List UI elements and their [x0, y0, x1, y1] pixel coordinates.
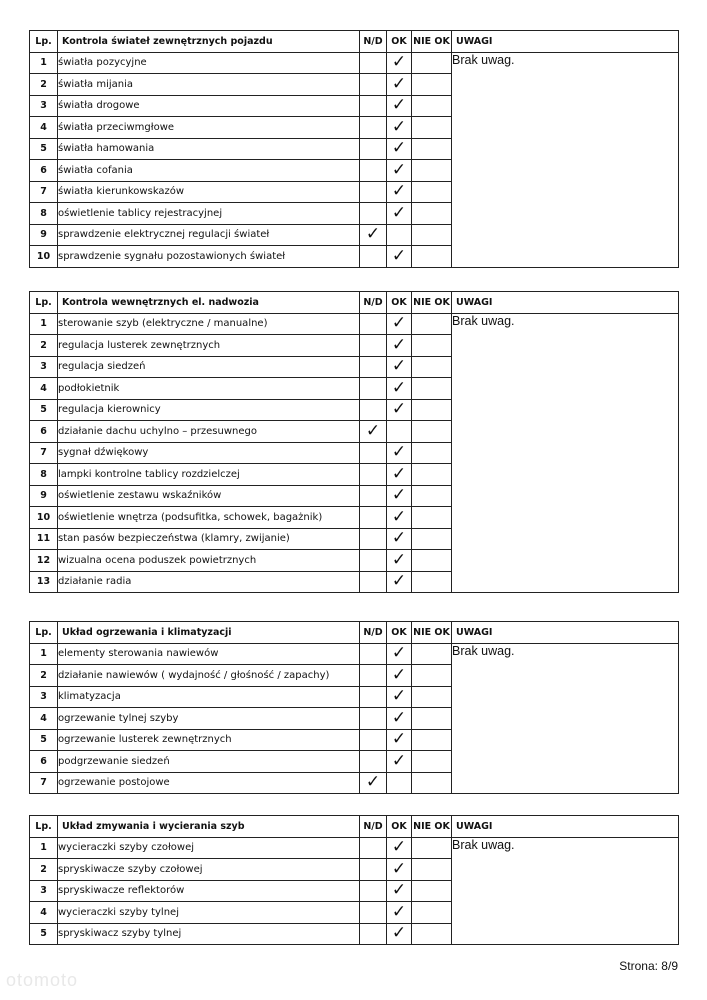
cell-ok [387, 138, 412, 160]
checkmark-icon: ✓ [391, 528, 407, 549]
row-number: 1 [30, 837, 58, 859]
cell-nie-ok [412, 399, 452, 421]
item-label: spryskiwacz szyby tylnej [58, 923, 360, 945]
row-number: 8 [30, 464, 58, 486]
checklist-table [29, 815, 679, 945]
cell-ok [387, 117, 412, 139]
checkmark-icon: ✓ [391, 442, 407, 463]
cell-nd [360, 923, 387, 945]
table-header-row [30, 292, 679, 314]
header-ok: OK [387, 31, 412, 53]
row-number: 5 [30, 138, 58, 160]
cell-nd [360, 313, 387, 335]
cell-ok [387, 181, 412, 203]
checkmark-icon: ✓ [391, 506, 407, 527]
header-nd: N/D [360, 31, 387, 53]
row-number: 5 [30, 399, 58, 421]
cell-nie-ok [412, 224, 452, 246]
row-number: 12 [30, 550, 58, 572]
row-number: 7 [30, 772, 58, 794]
cell-nd [360, 117, 387, 139]
item-label: światła hamowania [58, 138, 360, 160]
cell-nie-ok [412, 571, 452, 593]
table-header-row [30, 622, 679, 644]
cell-nd [360, 708, 387, 730]
header-ok: OK [387, 622, 412, 644]
row-number: 4 [30, 708, 58, 730]
checkmark-icon: ✓ [391, 313, 407, 334]
row-number: 4 [30, 117, 58, 139]
item-label: światła pozycyjne [58, 52, 360, 74]
cell-ok [387, 52, 412, 74]
checkmark-icon: ✓ [365, 224, 381, 245]
header-lp: Lp. [30, 292, 58, 314]
row-number: 3 [30, 686, 58, 708]
item-label: wizualna ocena poduszek powietrznych [58, 550, 360, 572]
cell-nd [360, 246, 387, 268]
cell-nd [360, 859, 387, 881]
cell-nd [360, 464, 387, 486]
cell-ok [387, 74, 412, 96]
cell-nie-ok [412, 52, 452, 74]
cell-nie-ok [412, 859, 452, 881]
cell-ok [387, 421, 412, 443]
row-number: 1 [30, 313, 58, 335]
cell-nd [360, 571, 387, 593]
cell-nd [360, 378, 387, 400]
cell-nie-ok [412, 464, 452, 486]
checkmark-icon: ✓ [391, 707, 407, 728]
checkmark-icon: ✓ [391, 377, 407, 398]
checkmark-icon: ✓ [391, 181, 407, 202]
cell-nd [360, 52, 387, 74]
cell-nie-ok [412, 772, 452, 794]
checklist-table [29, 291, 679, 593]
item-label: spryskiwacze szyby czołowej [58, 859, 360, 881]
checkmark-icon: ✓ [391, 901, 407, 922]
row-number: 3 [30, 880, 58, 902]
cell-ok [387, 356, 412, 378]
cell-nd [360, 528, 387, 550]
row-number: 4 [30, 902, 58, 924]
cell-nie-ok [412, 507, 452, 529]
cell-ok [387, 246, 412, 268]
item-label: elementy sterowania nawiewów [58, 643, 360, 665]
checkmark-icon: ✓ [391, 356, 407, 377]
header-nd: N/D [360, 622, 387, 644]
cell-ok [387, 902, 412, 924]
cell-nie-ok [412, 837, 452, 859]
checkmark-icon: ✓ [391, 858, 407, 879]
cell-nd [360, 181, 387, 203]
item-label: światła mijania [58, 74, 360, 96]
cell-nd [360, 686, 387, 708]
cell-nd [360, 643, 387, 665]
cell-nie-ok [412, 686, 452, 708]
watermark-logo: otomoto [6, 970, 79, 990]
cell-nd [360, 442, 387, 464]
row-number: 3 [30, 356, 58, 378]
cell-nd [360, 203, 387, 225]
checkmark-icon: ✓ [391, 750, 407, 771]
cell-ok [387, 550, 412, 572]
cell-ok [387, 507, 412, 529]
row-number: 6 [30, 751, 58, 773]
checkmark-icon: ✓ [391, 95, 407, 116]
checkmark-icon: ✓ [391, 159, 407, 180]
item-label: stan pasów bezpieczeństwa (klamry, zwijanie) [58, 528, 360, 550]
item-label: klimatyzacja [58, 686, 360, 708]
cell-ok [387, 643, 412, 665]
item-label: sprawdzenie elektrycznej regulacji świateł [58, 224, 360, 246]
row-number: 1 [30, 643, 58, 665]
checkmark-icon: ✓ [391, 334, 407, 355]
row-number: 13 [30, 571, 58, 593]
checkmark-icon: ✓ [391, 485, 407, 506]
cell-nie-ok [412, 708, 452, 730]
cell-nd [360, 160, 387, 182]
cell-nie-ok [412, 160, 452, 182]
cell-nd [360, 399, 387, 421]
cell-nie-ok [412, 902, 452, 924]
cell-nie-ok [412, 95, 452, 117]
header-ok: OK [387, 816, 412, 838]
table-row [30, 643, 679, 665]
remarks-cell: Brak uwag. [452, 52, 679, 267]
row-number: 4 [30, 378, 58, 400]
checkmark-icon: ✓ [391, 245, 407, 266]
cell-ok [387, 729, 412, 751]
checkmark-icon: ✓ [391, 138, 407, 159]
cell-ok [387, 160, 412, 182]
cell-ok [387, 528, 412, 550]
table-header-row [30, 31, 679, 53]
header-nie-ok: NIE OK [412, 31, 452, 53]
cell-nd [360, 421, 387, 443]
cell-ok [387, 378, 412, 400]
cell-nie-ok [412, 203, 452, 225]
row-number: 10 [30, 246, 58, 268]
cell-nie-ok [412, 729, 452, 751]
item-label: światła kierunkowskazów [58, 181, 360, 203]
item-label: sprawdzenie sygnału pozostawionych świateł [58, 246, 360, 268]
checkmark-icon: ✓ [391, 923, 407, 944]
checkmark-icon: ✓ [365, 420, 381, 441]
section-title: Układ ogrzewania i klimatyzacji [58, 622, 360, 644]
cell-ok [387, 399, 412, 421]
item-label: regulacja lusterek zewnętrznych [58, 335, 360, 357]
table-row [30, 837, 679, 859]
cell-nd [360, 95, 387, 117]
table-row [30, 313, 679, 335]
cell-ok [387, 313, 412, 335]
cell-nie-ok [412, 485, 452, 507]
cell-ok [387, 224, 412, 246]
checkmark-icon: ✓ [391, 664, 407, 685]
cell-ok [387, 95, 412, 117]
item-label: światła przeciwmgłowe [58, 117, 360, 139]
cell-ok [387, 859, 412, 881]
checkmark-icon: ✓ [391, 116, 407, 137]
cell-ok [387, 335, 412, 357]
remarks-cell: Brak uwag. [452, 837, 679, 945]
cell-nd [360, 902, 387, 924]
item-label: światła drogowe [58, 95, 360, 117]
row-number: 2 [30, 74, 58, 96]
item-label: sygnał dźwiękowy [58, 442, 360, 464]
header-lp: Lp. [30, 816, 58, 838]
cell-nd [360, 837, 387, 859]
cell-nie-ok [412, 117, 452, 139]
checkmark-icon: ✓ [391, 52, 407, 73]
cell-nie-ok [412, 880, 452, 902]
cell-nie-ok [412, 246, 452, 268]
checklist-table [29, 30, 679, 268]
checkmark-icon: ✓ [391, 399, 407, 420]
cell-nie-ok [412, 74, 452, 96]
cell-ok [387, 880, 412, 902]
header-uwagi: UWAGI [452, 816, 679, 838]
header-nie-ok: NIE OK [412, 816, 452, 838]
table-row [30, 52, 679, 74]
row-number: 2 [30, 335, 58, 357]
table-header-row [30, 816, 679, 838]
cell-nd [360, 729, 387, 751]
checkmark-icon: ✓ [391, 837, 407, 858]
item-label: ogrzewanie tylnej szyby [58, 708, 360, 730]
item-label: regulacja siedzeń [58, 356, 360, 378]
row-number: 8 [30, 203, 58, 225]
header-nie-ok: NIE OK [412, 622, 452, 644]
header-nd: N/D [360, 816, 387, 838]
item-label: spryskiwacze reflektorów [58, 880, 360, 902]
cell-nd [360, 74, 387, 96]
checkmark-icon: ✓ [365, 772, 381, 793]
cell-nie-ok [412, 643, 452, 665]
cell-nie-ok [412, 550, 452, 572]
item-label: działanie nawiewów ( wydajność / głośność / zapachy) [58, 665, 360, 687]
remarks-cell: Brak uwag. [452, 643, 679, 794]
item-label: podłokietnik [58, 378, 360, 400]
checkmark-icon: ✓ [391, 463, 407, 484]
header-uwagi: UWAGI [452, 622, 679, 644]
section-title: Układ zmywania i wycierania szyb [58, 816, 360, 838]
cell-nd [360, 485, 387, 507]
cell-ok [387, 708, 412, 730]
header-ok: OK [387, 292, 412, 314]
cell-ok [387, 751, 412, 773]
item-label: wycieraczki szyby czołowej [58, 837, 360, 859]
cell-nie-ok [412, 335, 452, 357]
row-number: 7 [30, 181, 58, 203]
cell-nd [360, 880, 387, 902]
row-number: 6 [30, 421, 58, 443]
header-nie-ok: NIE OK [412, 292, 452, 314]
item-label: regulacja kierownicy [58, 399, 360, 421]
cell-nd [360, 138, 387, 160]
section-title: Kontrola świateł zewnętrznych pojazdu [58, 31, 360, 53]
checkmark-icon: ✓ [391, 729, 407, 750]
checkmark-icon: ✓ [391, 202, 407, 223]
cell-ok [387, 571, 412, 593]
cell-ok [387, 772, 412, 794]
cell-ok [387, 442, 412, 464]
cell-nd [360, 507, 387, 529]
cell-nd [360, 335, 387, 357]
row-number: 9 [30, 224, 58, 246]
header-nd: N/D [360, 292, 387, 314]
item-label: podgrzewanie siedzeń [58, 751, 360, 773]
row-number: 3 [30, 95, 58, 117]
row-number: 10 [30, 507, 58, 529]
header-lp: Lp. [30, 31, 58, 53]
item-label: działanie dachu uchylno – przesuwnego [58, 421, 360, 443]
cell-nie-ok [412, 751, 452, 773]
cell-nie-ok [412, 442, 452, 464]
cell-nie-ok [412, 665, 452, 687]
checkmark-icon: ✓ [391, 571, 407, 592]
section-title: Kontrola wewnętrznych el. nadwozia [58, 292, 360, 314]
cell-nie-ok [412, 181, 452, 203]
cell-ok [387, 665, 412, 687]
cell-nie-ok [412, 528, 452, 550]
item-label: ogrzewanie postojowe [58, 772, 360, 794]
header-uwagi: UWAGI [452, 31, 679, 53]
cell-nie-ok [412, 923, 452, 945]
checkmark-icon: ✓ [391, 643, 407, 664]
row-number: 6 [30, 160, 58, 182]
cell-nie-ok [412, 313, 452, 335]
item-label: ogrzewanie lusterek zewnętrznych [58, 729, 360, 751]
checkmark-icon: ✓ [391, 73, 407, 94]
cell-nd [360, 356, 387, 378]
cell-ok [387, 485, 412, 507]
item-label: wycieraczki szyby tylnej [58, 902, 360, 924]
cell-ok [387, 923, 412, 945]
cell-nie-ok [412, 356, 452, 378]
cell-nd [360, 751, 387, 773]
item-label: działanie radia [58, 571, 360, 593]
cell-nd [360, 665, 387, 687]
row-number: 2 [30, 665, 58, 687]
row-number: 11 [30, 528, 58, 550]
item-label: sterowanie szyb (elektryczne / manualne) [58, 313, 360, 335]
row-number: 7 [30, 442, 58, 464]
row-number: 5 [30, 923, 58, 945]
row-number: 1 [30, 52, 58, 74]
page-number: Strona: 8/9 [619, 959, 678, 973]
checkmark-icon: ✓ [391, 549, 407, 570]
cell-nie-ok [412, 421, 452, 443]
item-label: oświetlenie zestawu wskaźników [58, 485, 360, 507]
cell-ok [387, 686, 412, 708]
header-uwagi: UWAGI [452, 292, 679, 314]
header-lp: Lp. [30, 622, 58, 644]
checklist-table [29, 621, 679, 794]
cell-nie-ok [412, 378, 452, 400]
cell-ok [387, 203, 412, 225]
cell-ok [387, 464, 412, 486]
row-number: 5 [30, 729, 58, 751]
item-label: oświetlenie tablicy rejestracyjnej [58, 203, 360, 225]
cell-ok [387, 837, 412, 859]
item-label: światła cofania [58, 160, 360, 182]
item-label: lampki kontrolne tablicy rozdzielczej [58, 464, 360, 486]
item-label: oświetlenie wnętrza (podsufitka, schowek, bagażnik) [58, 507, 360, 529]
row-number: 2 [30, 859, 58, 881]
cell-nie-ok [412, 138, 452, 160]
cell-nd [360, 550, 387, 572]
checkmark-icon: ✓ [391, 880, 407, 901]
checkmark-icon: ✓ [391, 686, 407, 707]
cell-nd [360, 772, 387, 794]
remarks-cell: Brak uwag. [452, 313, 679, 593]
row-number: 9 [30, 485, 58, 507]
cell-nd [360, 224, 387, 246]
